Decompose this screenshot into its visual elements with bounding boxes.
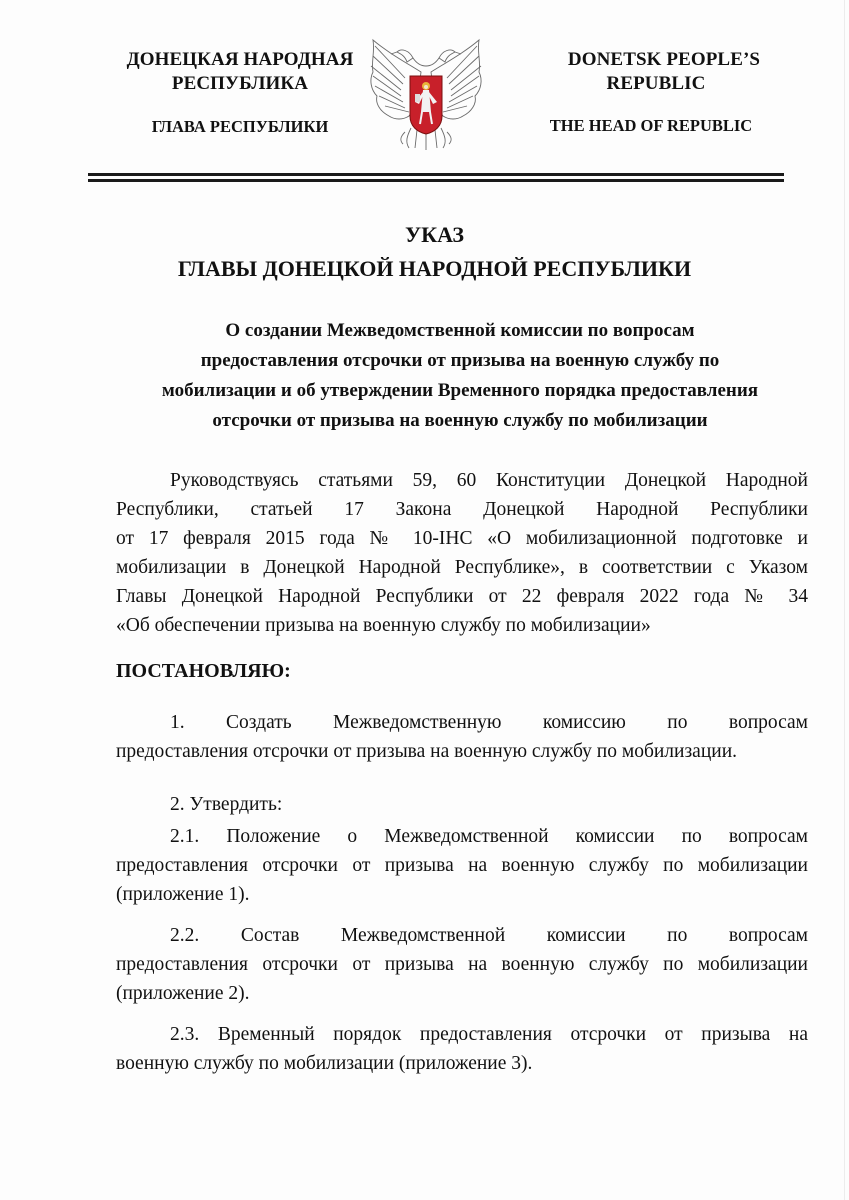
item-line: (приложение 1).: [116, 884, 250, 905]
item-number: 2.: [170, 794, 185, 815]
document-issuer-title: ГЛАВЫ ДОНЕЦКОЙ НАРОДНОЙ РЕСПУБЛИКИ: [177, 256, 692, 281]
header-left-ru: [112, 48, 368, 139]
item-line: предоставления отсрочки от призыва на военную службу по мобилизации: [116, 855, 808, 876]
item-line: Положение о Межведомственной комиссии по вопросам: [226, 826, 808, 847]
preamble-line: Республики, статьей 17 Закона Донецкой Народной Республики: [116, 499, 808, 520]
header-divider-bottom: [88, 179, 784, 182]
preamble-line: Главы Донецкой Народной Республики от 22 февраля 2022 года № 34: [116, 586, 808, 607]
item-line: Временный порядок предоставления отсрочки от призыва на: [217, 1024, 808, 1045]
preamble-line: от 17 февраля 2015 года № 10-IHC «О мобилизационной подготовке и: [116, 528, 808, 549]
republic-name-ru: [112, 48, 368, 96]
subject-line: отсрочки от призыва на военную службу по мобилизации: [212, 410, 708, 431]
preamble-paragraph: [116, 466, 808, 640]
item-number: 2.1.: [170, 826, 200, 847]
preamble-line: «Об обеспечении призыва на военную службу по мобилизации»: [116, 615, 651, 636]
item-line: предоставления отсрочки от призыва на военную службу по мобилизации.: [116, 741, 738, 762]
item-line: военную службу по мобилизации (приложение 3).: [116, 1053, 533, 1074]
decree-heading: ПОСТАНОВЛЯЮ:: [116, 660, 291, 682]
decree-item-2-2: [116, 921, 808, 1008]
republic-name-en-line-1: DONETSK PEOPLE’S: [567, 49, 761, 70]
item-line: Создать Межведомственную комиссию по вопросам: [226, 712, 809, 733]
subject-line: О создании Межведомственной комиссии по вопросам: [225, 320, 695, 341]
republic-name-en-line-2: REPUBLIC: [606, 73, 706, 94]
header-right-en: [530, 48, 778, 138]
document-subject: [100, 316, 820, 436]
subject-line: мобилизации и об утверждении Временного порядка предоставления: [161, 380, 759, 401]
item-line: Состав Межведомственной комиссии по вопросам: [240, 925, 809, 946]
header-divider-top: [88, 173, 784, 176]
preamble-line: Руководствуясь статьями 59, 60 Конституции Донецкой Народной: [170, 470, 808, 491]
decree-item-2: [116, 790, 808, 819]
head-title-ru: ГЛАВА РЕСПУБЛИКИ: [151, 117, 329, 136]
decree-item-1: [116, 708, 808, 766]
item-number: 2.3.: [170, 1024, 200, 1045]
document-type-title: УКАЗ: [404, 222, 465, 247]
item-number: 1.: [170, 712, 185, 733]
scan-edge: [844, 0, 845, 1200]
decree-item-2-3: [116, 1020, 808, 1078]
decree-item-2-1: [116, 822, 808, 909]
republic-name-ru-line-2: РЕСПУБЛИКА: [171, 73, 309, 94]
republic-name-en: [530, 48, 778, 96]
item-line: предоставления отсрочки от призыва на военную службу по мобилизации: [116, 954, 808, 975]
subject-line: предоставления отсрочки от призыва на военную службу по: [200, 350, 720, 371]
item-line: Утвердить:: [189, 794, 283, 815]
double-headed-eagle-coat-of-arms-icon: [365, 32, 487, 152]
republic-name-ru-line-1: ДОНЕЦКАЯ НАРОДНАЯ: [126, 49, 354, 70]
item-line: (приложение 2).: [116, 983, 250, 1004]
preamble-line: мобилизации в Донецкой Народной Республике», в соответствии с Указом: [116, 557, 808, 578]
head-title-en: THE HEAD OF REPUBLIC: [549, 116, 753, 135]
item-number: 2.2.: [170, 925, 200, 946]
